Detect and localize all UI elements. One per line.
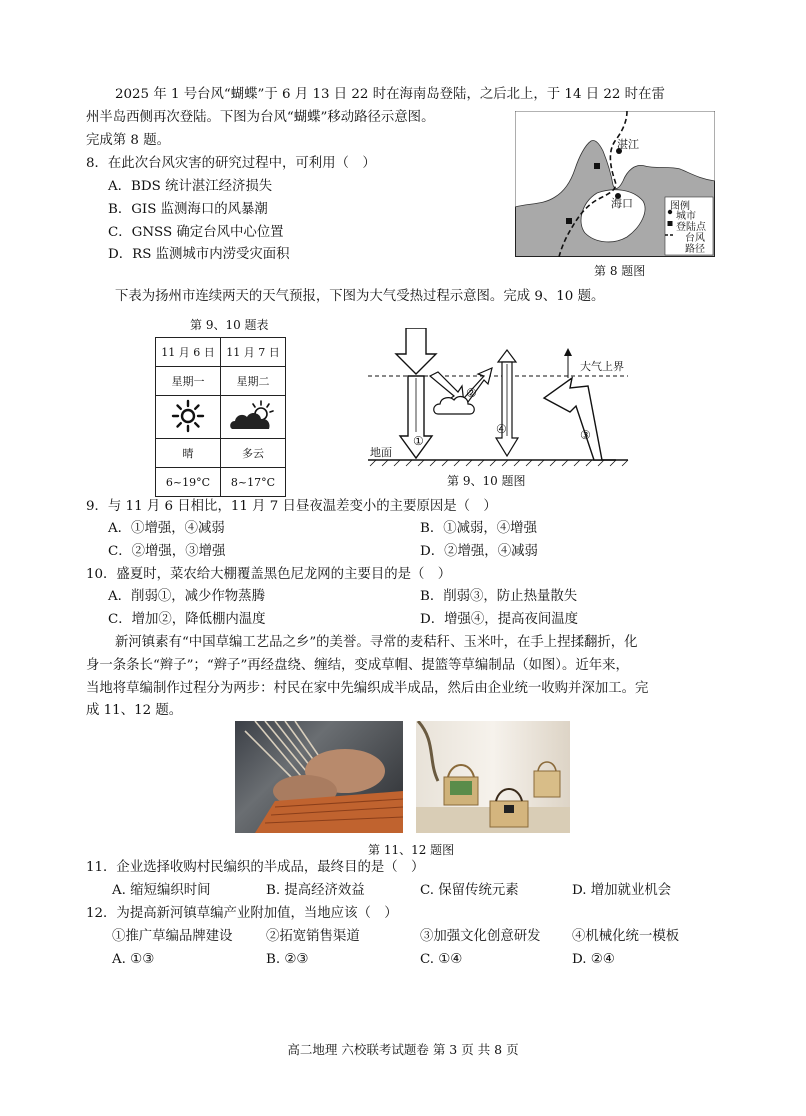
map-legend-path2: 路径 xyxy=(685,244,705,255)
q8-option-d: D．RS 监测城市内涝受灾面积 xyxy=(108,247,290,262)
q8-stem: 8．在此次台风灾害的研究过程中，可利用（ ） xyxy=(86,156,376,171)
intro-8-line3: 完成第 8 题。 xyxy=(86,133,170,148)
q12-stem: 12．为提高新河镇草编产业附加值，当地应该（ ） xyxy=(86,906,398,921)
q9-option-d: D．②增强，④减弱 xyxy=(420,544,538,559)
weather-cell: 多云 xyxy=(221,439,286,468)
diagram-ground-label: 地面 xyxy=(370,446,392,459)
map-legend-title: 图例 xyxy=(670,201,690,212)
photo-caption: 第 11、12 题图 xyxy=(368,843,455,857)
q12-option-c: C. ①④ xyxy=(420,952,463,967)
weekday-cell: 星期一 xyxy=(156,367,221,396)
date-cell: 11 月 6 日 xyxy=(156,338,221,367)
q11-stem: 11．企业选择收购村民编织的半成品，最终目的是（ ） xyxy=(86,860,425,875)
table910-caption: 第 9、10 题表 xyxy=(190,318,269,332)
heating-diagram-svg xyxy=(366,328,632,468)
q12-item: ②拓宽销售渠道 xyxy=(266,929,360,944)
q11-option-b: B. 提高经济效益 xyxy=(266,883,365,898)
q8-option-c: C．GNSS 确定台风中心位置 xyxy=(108,225,284,240)
weekday-cell: 星期二 xyxy=(221,367,286,396)
q12-item: ③加强文化创意研发 xyxy=(420,929,541,944)
q10-option-a: A．削弱①，减少作物蒸腾 xyxy=(108,589,265,604)
q8-option-a: A．BDS 统计湛江经济损失 xyxy=(108,179,273,194)
q11-option-c: C. 保留传统元素 xyxy=(420,883,519,898)
q10-stem: 10．盛夏时，菜农给大棚覆盖黑色尼龙网的主要目的是（ ） xyxy=(86,567,452,582)
weather-cell: 晴 xyxy=(156,439,221,468)
map8-caption: 第 8 题图 xyxy=(594,264,646,278)
intro-8-line2: 州半岛西侧再次登陆。下图为台风“蝴蝶”移动路径示意图。 xyxy=(86,110,435,125)
map-legend-city: 城市 xyxy=(676,211,696,222)
map-label-zhanjiang: 湛江 xyxy=(617,138,639,151)
intro-8-line1: 2025 年 1 号台风“蝴蝶”于 6 月 13 日 22 时在海南岛登陆，之后北上，于 14 日 22 时在雷 xyxy=(115,87,665,102)
q8-option-b: B．GIS 监测海口的风暴潮 xyxy=(108,202,268,217)
map-legend-path1: 台风 xyxy=(685,233,705,244)
q11-option-a: A. 缩短编织时间 xyxy=(112,883,211,898)
intro-910: 下表为扬州市连续两天的天气预报，下图为大气受热过程示意图。完成 9、10 题。 xyxy=(115,289,605,304)
intro-1112-line4: 成 11、12 题。 xyxy=(86,703,183,718)
diagram-label-4: ④ xyxy=(496,422,507,436)
q11-option-d: D. 增加就业机会 xyxy=(572,883,672,898)
diagram-label-2: ② xyxy=(466,386,477,400)
q9-option-c: C．②增强，③增强 xyxy=(108,544,226,559)
q9-stem: 9．与 11 月 6 日相比，11 月 7 日昼夜温差变小的主要原因是（ ） xyxy=(86,499,497,514)
q12-item: ④机械化统一模板 xyxy=(572,929,680,944)
heating-diagram xyxy=(366,328,632,468)
intro-1112-line3: 当地将草编制作过程分为两步：村民在家中先编织成半成品，然后由企业统一收购并深加工。完 xyxy=(86,681,649,696)
map-legend-landing: 登陆点 xyxy=(676,222,706,233)
intro-1112-line1: 新河镇素有“中国草编工艺品之乡”的美誉。寻常的麦秸秆、玉米叶，在手上捏揉翻折，化 xyxy=(115,635,638,650)
q10-option-c: C．增加②，降低棚内温度 xyxy=(108,612,266,627)
diagram-top-label: 大气上界 xyxy=(580,360,624,373)
weather-icon-cell xyxy=(221,396,286,439)
q10-option-b: B．削弱③，防止热量散失 xyxy=(420,589,578,604)
sun-icon xyxy=(171,399,205,433)
diagram-label-1: ① xyxy=(413,434,424,448)
q12-option-b: B. ②③ xyxy=(266,952,309,967)
page-footer: 高二地理 六校联考试题卷 第 3 页 共 8 页 xyxy=(287,1042,519,1057)
q12-option-d: D. ②④ xyxy=(572,952,615,967)
date-cell: 11 月 7 日 xyxy=(221,338,286,367)
diagram-label-3: ③ xyxy=(580,428,591,442)
temp-cell: 6~19°C xyxy=(156,468,221,497)
cloud-sun-icon xyxy=(227,399,279,433)
photo-weaving xyxy=(235,721,403,833)
diagram910-caption: 第 9、10 题图 xyxy=(447,474,526,488)
intro-1112-line2: 身一条条长“辫子”；“辫子”再经盘绕、缠结，变成草帽、提篮等草编制品（如图）。近年来， xyxy=(86,658,629,673)
photo-products xyxy=(416,721,570,833)
weaving-photo-svg xyxy=(235,721,403,833)
q10-option-d: D．增强④，提高夜间温度 xyxy=(420,612,579,627)
q9-option-b: B．①减弱，④增强 xyxy=(420,521,537,536)
q9-option-a: A．①增强，④减弱 xyxy=(108,521,225,536)
weather-table xyxy=(155,337,286,497)
weather-icon-cell xyxy=(156,396,221,439)
q12-item: ①推广草编品牌建设 xyxy=(112,929,233,944)
temp-cell: 8~17°C xyxy=(221,468,286,497)
map-label-haikou: 海口 xyxy=(611,197,633,210)
typhoon-map xyxy=(515,111,715,257)
q12-option-a: A. ①③ xyxy=(112,952,155,967)
products-photo-svg xyxy=(416,721,570,833)
